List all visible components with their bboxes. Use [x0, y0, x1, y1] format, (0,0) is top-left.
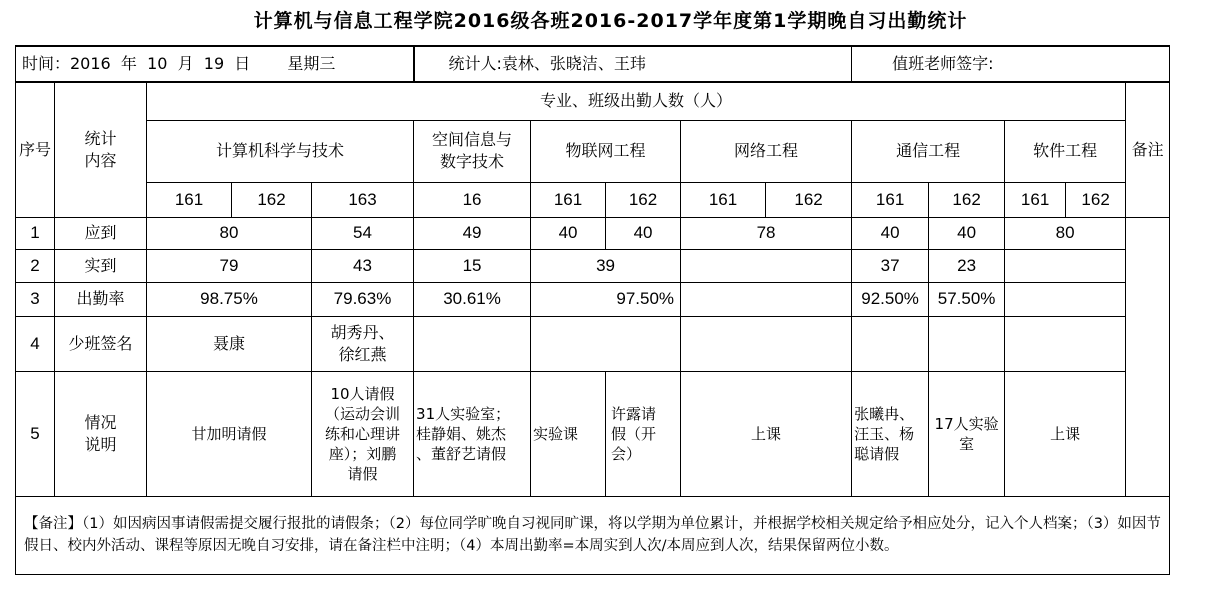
attendance-sheet — [15, 45, 1170, 575]
cell — [681, 316, 852, 371]
remark-cell — [1126, 217, 1170, 496]
attendance-table — [15, 45, 1170, 575]
cell: 实验课 — [531, 371, 606, 496]
cell: 79 — [147, 249, 312, 282]
cell — [1005, 316, 1126, 371]
table-row — [16, 249, 1170, 282]
cell — [414, 316, 531, 371]
row-label: 少班签名 — [55, 316, 147, 371]
seq-header: 序号 — [16, 82, 55, 217]
class-cell: 162 — [766, 182, 852, 217]
cell: 张曦冉、 汪玉、杨 聪请假 — [852, 371, 929, 496]
class-cell: 162 — [606, 182, 681, 217]
cell: 23 — [929, 249, 1005, 282]
cell: 79.63% — [312, 282, 414, 316]
class-cell: 162 — [1066, 182, 1126, 217]
cell: 80 — [1005, 217, 1126, 249]
cell: 40 — [531, 217, 606, 249]
row-number: 4 — [16, 316, 55, 371]
header-row-1 — [16, 82, 1170, 120]
cell — [681, 282, 852, 316]
cell: 57.50% — [929, 282, 1005, 316]
row-number: 5 — [16, 371, 55, 496]
class-cell: 161 — [531, 182, 606, 217]
cell: 17人实验 室 — [929, 371, 1005, 496]
class-cell: 163 — [312, 182, 414, 217]
class-cell: 161 — [147, 182, 232, 217]
row-number: 2 — [16, 249, 55, 282]
row-label: 应到 — [55, 217, 147, 249]
note-row — [16, 496, 1170, 574]
content-header: 统计 内容 — [55, 82, 147, 217]
table-row — [16, 282, 1170, 316]
weekday-text: 星期三 — [287, 54, 336, 73]
cell: 43 — [312, 249, 414, 282]
table-row — [16, 217, 1170, 249]
major-cs: 计算机科学与技术 — [147, 120, 414, 182]
cell: 40 — [929, 217, 1005, 249]
cell: 15 — [414, 249, 531, 282]
cell — [852, 316, 929, 371]
header-row-classes — [16, 182, 1170, 217]
signature-cell: 聂康 — [147, 316, 312, 371]
header-row-majors — [16, 120, 1170, 182]
cell — [681, 249, 852, 282]
cell: 98.75% — [147, 282, 312, 316]
page-title: 计算机与信息工程学院2016级各班2016-2017学年度第1学期晚自习出勤统计 — [253, 10, 968, 32]
major-network: 网络工程 — [681, 120, 852, 182]
cell: 54 — [312, 217, 414, 249]
class-cell: 16 — [414, 182, 531, 217]
class-cell: 161 — [681, 182, 766, 217]
cell: 92.50% — [852, 282, 929, 316]
signature-cell: 胡秀丹、 徐红燕 — [312, 316, 414, 371]
info-row — [16, 46, 1170, 82]
row-label: 出勤率 — [55, 282, 147, 316]
cell: 80 — [147, 217, 312, 249]
cell: 40 — [852, 217, 929, 249]
cell: 30.61% — [414, 282, 531, 316]
class-cell: 161 — [1005, 182, 1066, 217]
cell: 31人实验室； 桂静娟、姚杰 、董舒艺请假 — [414, 371, 531, 496]
row-number: 1 — [16, 217, 55, 249]
row-label: 情况 说明 — [55, 371, 147, 496]
teacher-signature-label: 值班老师签字: — [892, 54, 994, 73]
major-spatial: 空间信息与 数字技术 — [414, 120, 531, 182]
cell: 40 — [606, 217, 681, 249]
cell: 97.50% — [531, 282, 681, 316]
class-cell: 162 — [232, 182, 312, 217]
cell: 78 — [681, 217, 852, 249]
major-software: 软件工程 — [1005, 120, 1126, 182]
table-row — [16, 371, 1170, 496]
cell: 许露请 假（开 会） — [606, 371, 681, 496]
cell: 10人请假 （运动会训 练和心理讲 座）；刘鹏 请假 — [312, 371, 414, 496]
major-telecom: 通信工程 — [852, 120, 1005, 182]
cell: 49 — [414, 217, 531, 249]
row-label: 实到 — [55, 249, 147, 282]
date-text: 时间：2016 年 10 月 19 日 — [22, 54, 251, 73]
stat-by-text: 统计人:袁林、张晓洁、王玮 — [448, 54, 646, 73]
cell — [929, 316, 1005, 371]
cell: 甘加明请假 — [147, 371, 312, 496]
row-number: 3 — [16, 282, 55, 316]
class-cell: 161 — [852, 182, 929, 217]
class-cell: 162 — [929, 182, 1005, 217]
major-iot: 物联网工程 — [531, 120, 681, 182]
note-text: 【备注】（1）如因病因事请假需提交履行报批的请假条；（2）每位同学旷晚自习视同旷课，将以学期为单位累计，并根据学校相关规定给予相应处分，记入个人档案；（3）如因节假日、校内外活动、课程等原因无晚自习安排，请在备注栏中注明；（4）本周出勤率=本周实到人次/本周应到人次，结果保留两位小数。 — [16, 496, 1170, 574]
cell: 39 — [531, 249, 681, 282]
group-header: 专业、班级出勤人数（人） — [147, 82, 1126, 120]
cell — [1005, 282, 1126, 316]
cell: 37 — [852, 249, 929, 282]
remark-header: 备注 — [1126, 82, 1170, 217]
cell: 上课 — [1005, 371, 1126, 496]
table-row — [16, 316, 1170, 371]
cell — [1005, 249, 1126, 282]
cell — [531, 316, 681, 371]
cell: 上课 — [681, 371, 852, 496]
